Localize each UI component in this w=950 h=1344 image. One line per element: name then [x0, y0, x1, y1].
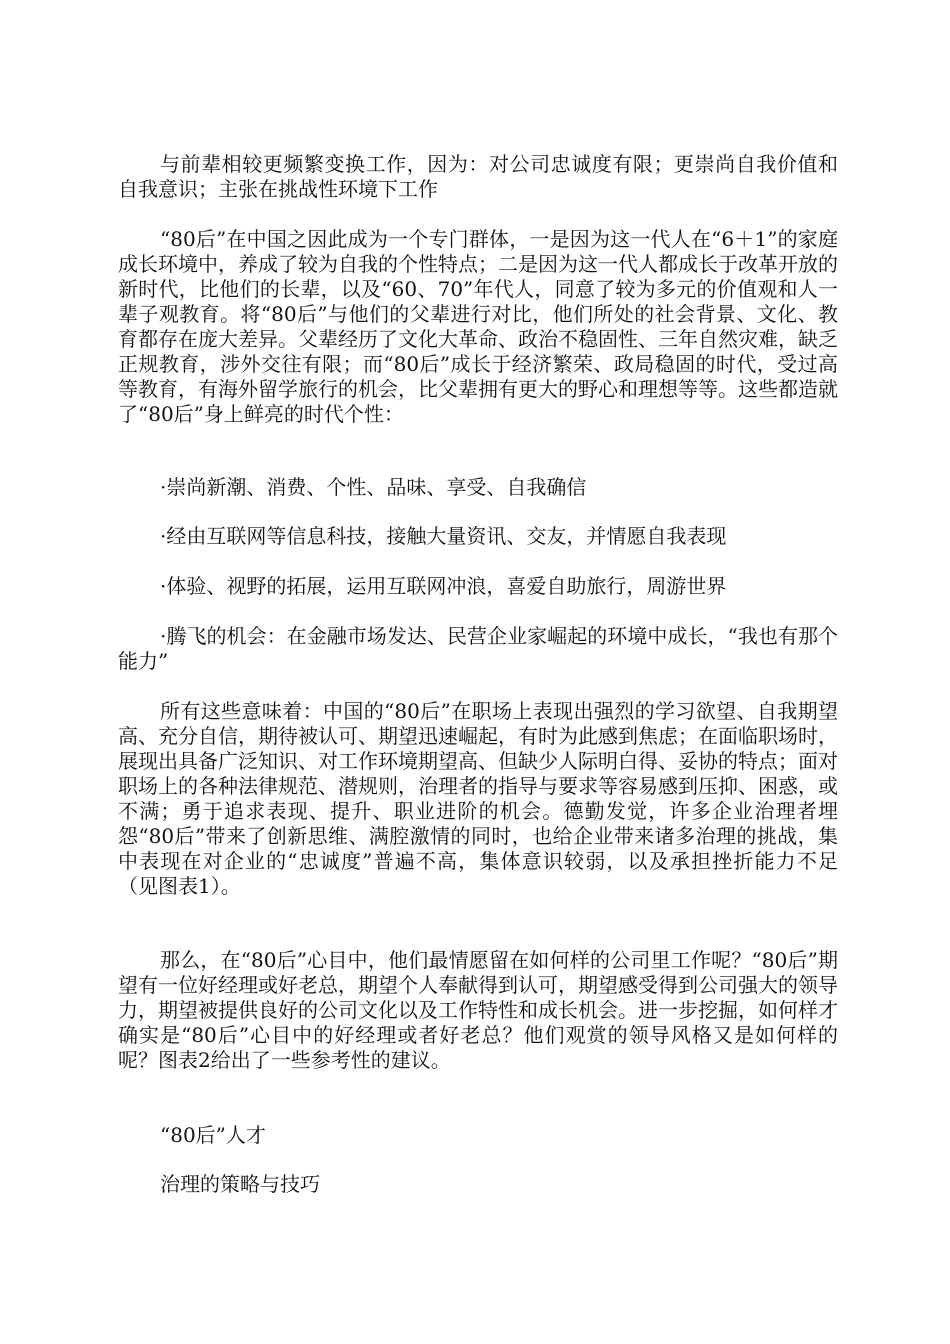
paragraph-workplace: 所有这些意味着：中国的“80后”在职场上表现出强烈的学习欲望、自我期望高、充分自信，期待被认可、期望迅速崛起，有时为此感到焦虑；在面临职场时，展现出具备广泛知识、对工作环境期望高、但缺少人际明白得、妥协的特点；面对职场上的各种法律规范、潜规则，治理者的指导与要求等容易感到压抑、困惑，或不满；勇于追求表现、提升、职业进阶的机会。德勤发觉，许多企业治理者埋怨“80后”带来了创新思维、满腔激情的同时，也给企业带来诸多治理的挑战，集中表现在对企业的“忠诚度”普遍不高，集体意识较弱，以及承担挫折能力不足（见图表1）。 [118, 699, 838, 898]
bullet-trend: ·崇尚新潮、消费、个性、品味、享受、自我确信 [160, 475, 587, 499]
bullet-travel: ·体验、视野的拓展，运用互联网冲浪，喜爱自助旅行，周游世界 [160, 574, 727, 598]
paragraph-80s-generation: “80后”在中国之因此成为一个专门群体，一是因为这一代人在“6＋1”的家庭成长环境中，养成了较为自我的个性特点；二是因为这一代人都成长于改革开放的新时代，比他们的长辈，以及“60、70”年代人，同意了较为多元的价值观和人一辈子观教育。将“80后”与他们的父辈进行对比，他们所处的社会背景、文化、教育都存在庞大差异。父辈经历了文化大革命、政治不稳固性、三年自然灾难，缺乏正规教育，涉外交往有限；而“80后”成长于经济繁荣、政局稳固的时代，受过高等教育，有海外留学旅行的机会，比父辈拥有更大的野心和理想等等。这些都造就了“80后”身上鲜亮的时代个性： [118, 227, 838, 426]
paragraph-ideal-company: 那么，在“80后”心目中，他们最情愿留在如何样的公司里工作呢？“80后”期望有一位好经理或好老总，期望个人奉献得到认可，期望感受得到公司强大的领导力，期望被提供良好的公司文化以及工作特性和成长机会。进一步挖掘，如何样才确实是“80后”心目中的好经理或者好老总？他们观赏的领导风格又是如何样的呢？图表2给出了一些参考性的建议。 [118, 948, 838, 1072]
bullet-opportunity: ·腾飞的机会：在金融市场发达、民营企业家崛起的环境中成长，“我也有那个能力” [118, 624, 838, 673]
bullet-internet: ·经由互联网等信息科技，接触大量资讯、交友，并情愿自我表现 [160, 524, 727, 548]
paragraph-job-change: 与前辈相较更频繁变换工作，因为：对公司忠诚度有限；更崇尚自我价值和自我意识；主张在挑战性环境下工作 [118, 152, 838, 201]
heading-80s-talent: “80后”人才 [160, 1123, 266, 1147]
heading-management-strategy: 治理的策略与技巧 [160, 1172, 320, 1196]
